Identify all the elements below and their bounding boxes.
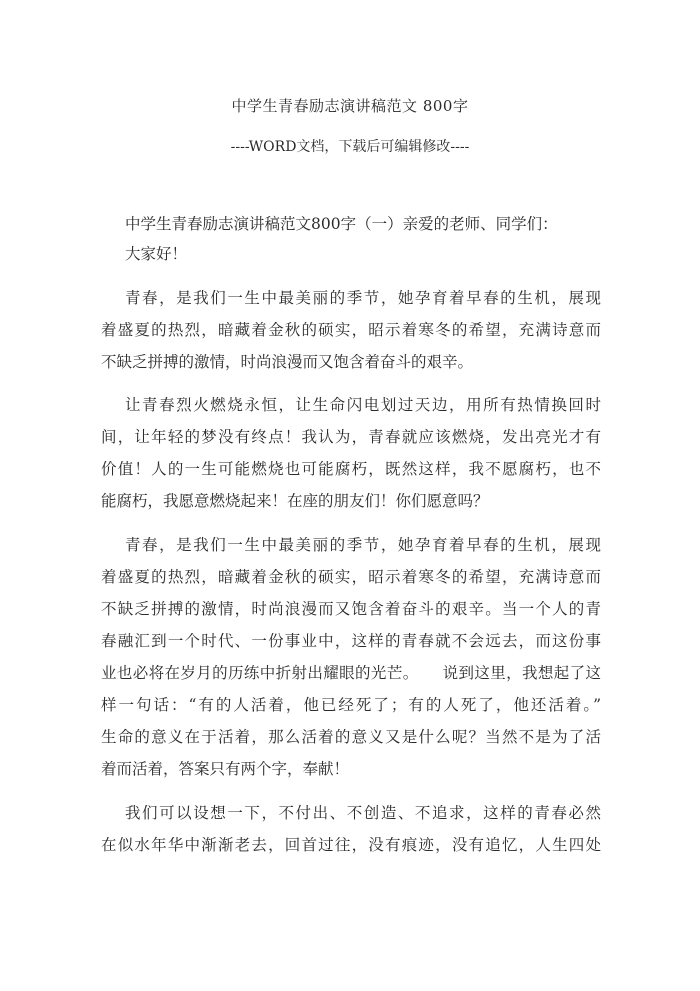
document-subtitle: ----WORD文档，下载后可编辑修改---- bbox=[230, 139, 470, 155]
text-line: 在似水年华中渐渐老去，回首过往，没有痕迹，没有追忆，人生四处 bbox=[101, 836, 601, 854]
text-line: 业也必将在岁月的历练中折射出耀眼的光芒。 说到这里，我想起了这 bbox=[101, 664, 601, 682]
text-line: 让青春烈火燃烧永恒，让生命闪电划过天边，用所有热情换回时 bbox=[125, 396, 601, 414]
text-line: 着而活着，答案只有两个字，奉献！ bbox=[101, 760, 350, 778]
text-line: 着盛夏的热烈，暗藏着金秋的硕实，昭示着寒冬的希望，充满诗意而 bbox=[101, 321, 601, 339]
text-line: 青春，是我们一生中最美丽的季节，她孕育着早春的生机，展现 bbox=[125, 289, 601, 307]
text-line: 着盛夏的热烈，暗藏着金秋的硕实，昭示着寒冬的希望，充满诗意而 bbox=[101, 568, 601, 586]
text-line: 不缺乏拼搏的激情，时尚浪漫而又饱含着奋斗的艰辛。 bbox=[101, 353, 474, 371]
text-line: 间，让年轻的梦没有终点！我认为，青春就应该燃烧，发出亮光才有 bbox=[101, 428, 601, 446]
text-line: 能腐朽，我愿意燃烧起来！在座的朋友们！你们愿意吗？ bbox=[101, 492, 489, 510]
document-title: 中学生青春励志演讲稿范文 800字 bbox=[231, 97, 469, 115]
text-line: 青春，是我们一生中最美丽的季节，她孕育着早春的生机，展现 bbox=[125, 536, 601, 554]
text-line: 生命的意义在于活着，那么活着的意义又是什么呢？当然不是为了活 bbox=[101, 728, 601, 746]
text-line: 我们可以设想一下，不付出、不创造、不追求，这样的青春必然 bbox=[125, 804, 601, 822]
text-line: 样一句话：“有的人活着，他已经死了；有的人死了，他还活着。” bbox=[101, 696, 601, 714]
text-line: 不缺乏拼搏的激情，时尚浪漫而又饱含着奋斗的艰辛。当一个人的青 bbox=[101, 600, 601, 618]
text-line: 大家好！ bbox=[125, 245, 188, 263]
text-line: 春融汇到一个时代、一份事业中，这样的青春就不会远去，而这份事 bbox=[101, 632, 601, 650]
text-line: 价值！人的一生可能燃烧也可能腐朽，既然这样，我不愿腐朽，也不 bbox=[101, 460, 601, 478]
text-line: 中学生青春励志演讲稿范文800字（一）亲爱的老师、同学们： bbox=[125, 215, 558, 233]
